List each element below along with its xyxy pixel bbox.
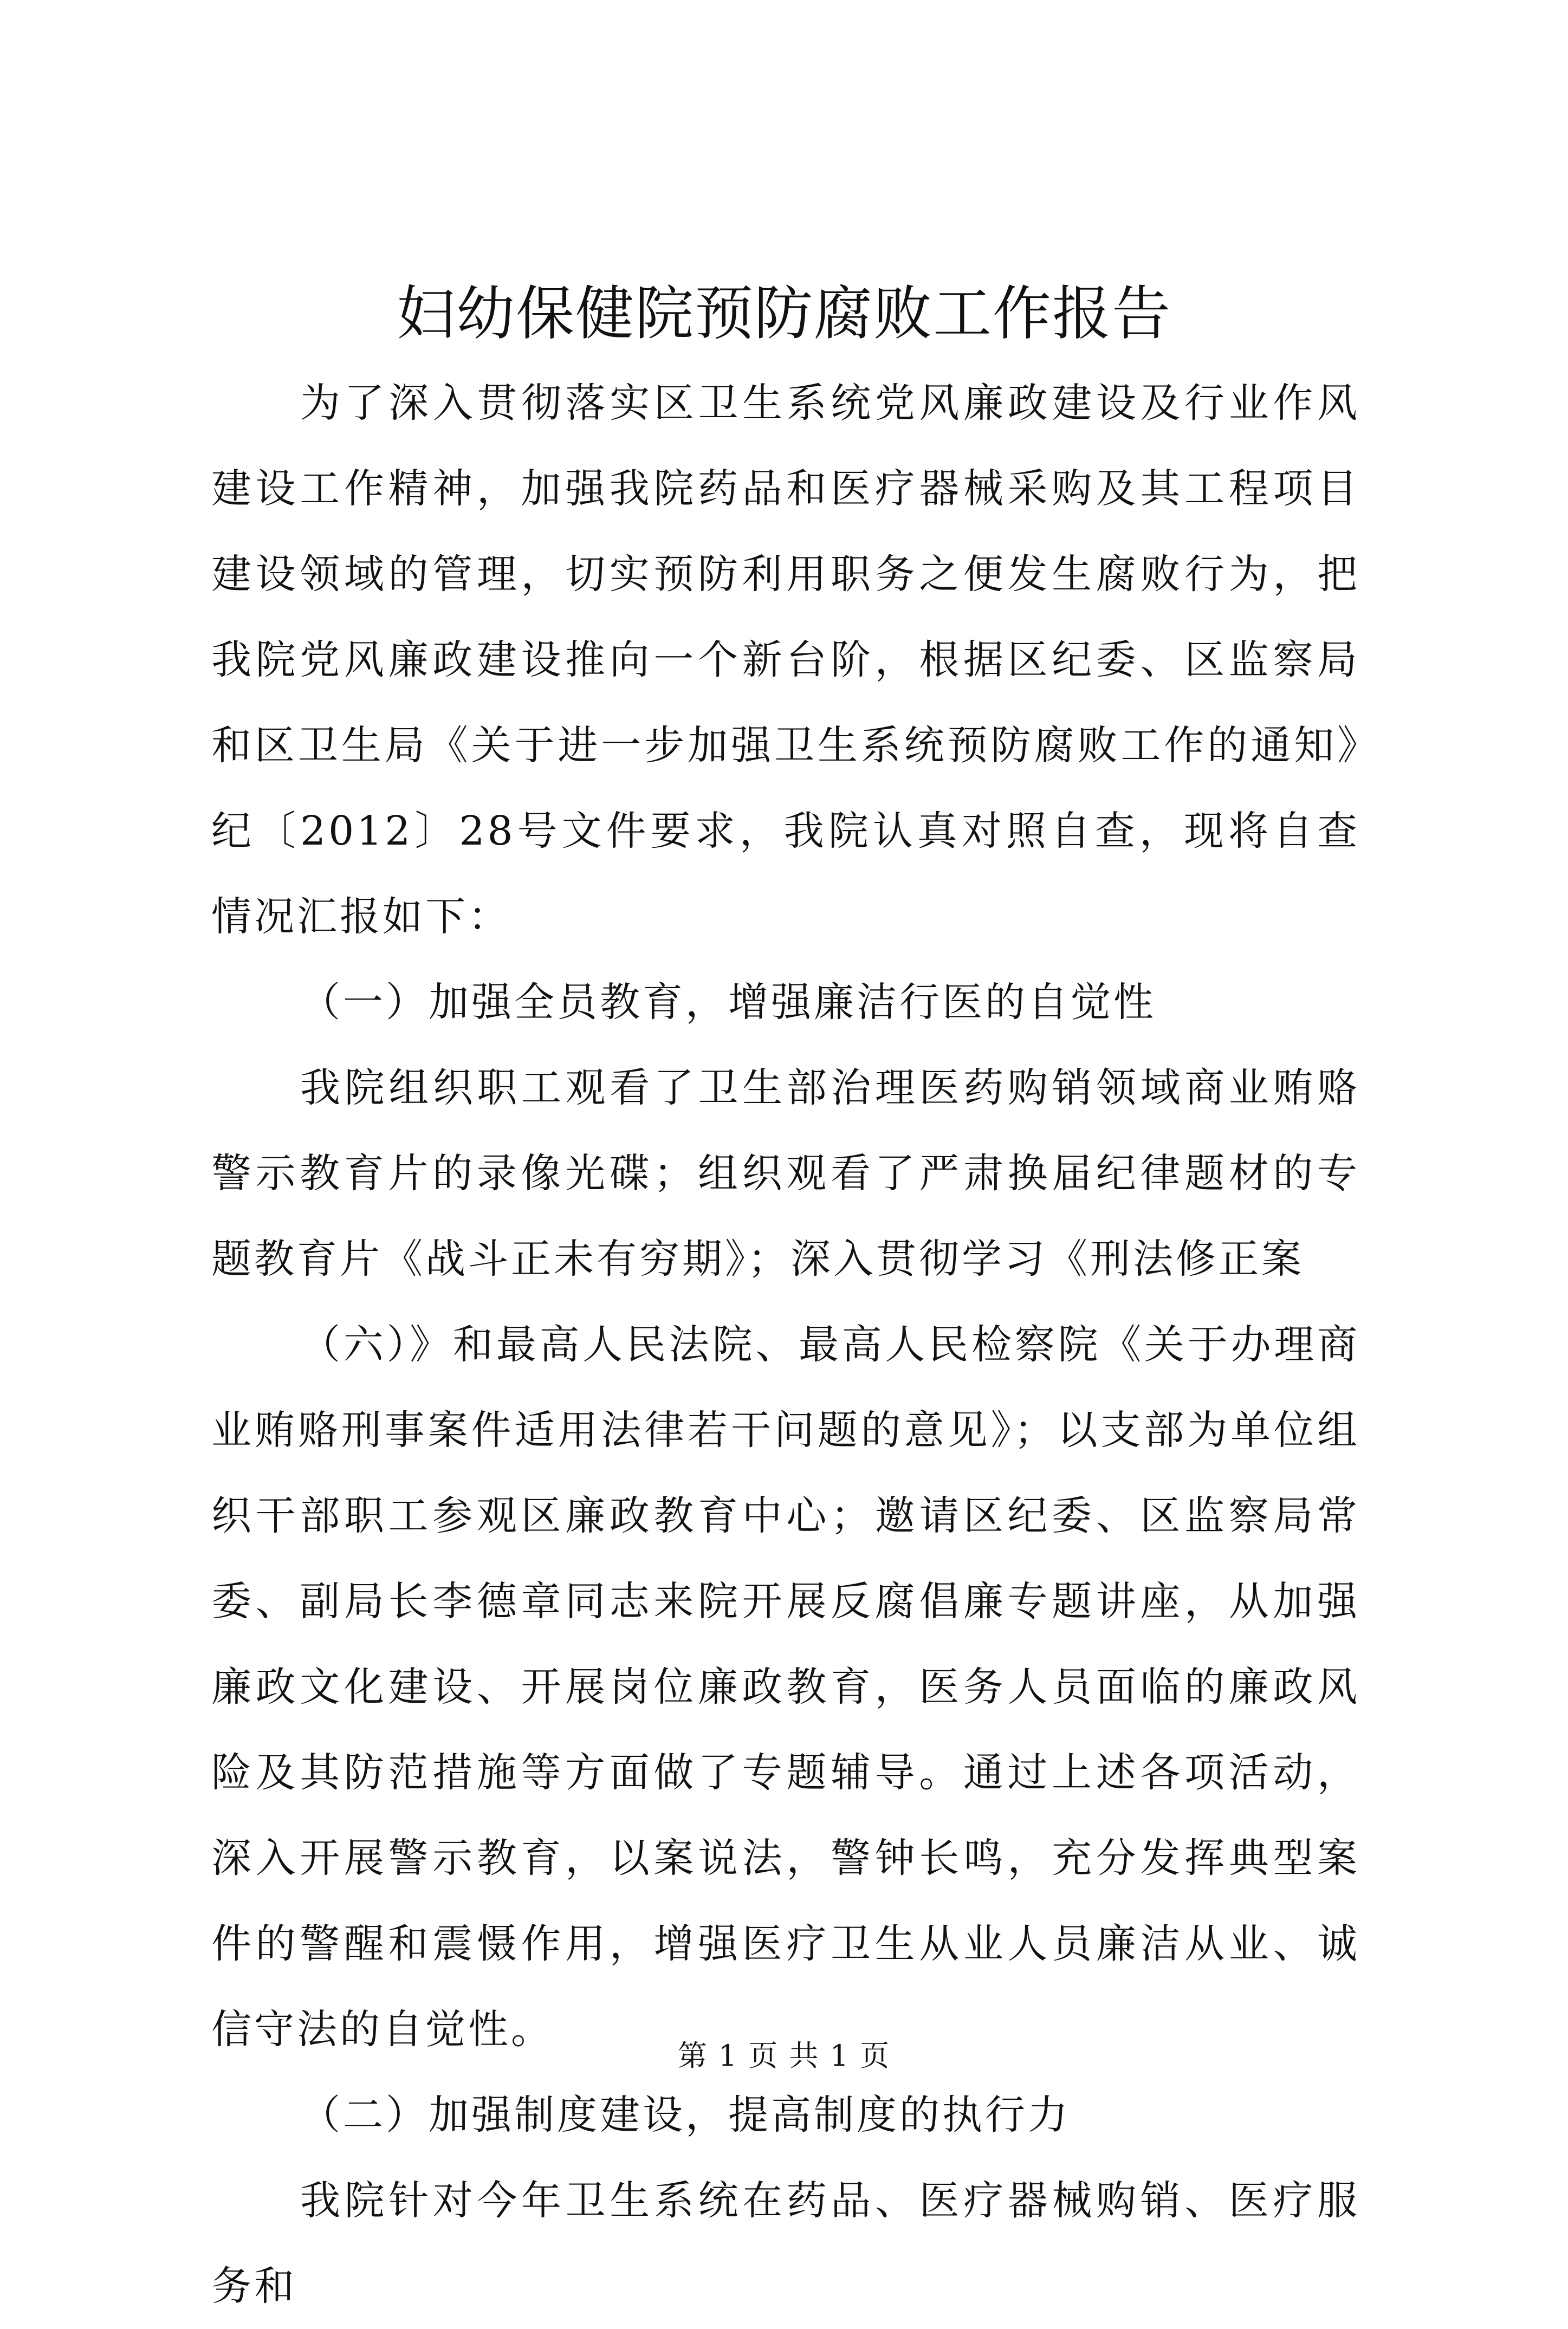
document-body xyxy=(211,360,1360,2329)
paragraph-education-continued: （六）》和最高人民法院、最高人民检察院《关于办理商业贿赂刑事案件适用法律若干问题的意见》；以支部为单位组织干部职工参观区廉政教育中心；邀请区纪委、区监察局常委、副局长李德章同志来院开展反腐倡廉专题讲座，从加强廉政文化建设、开展岗位廉政教育，医务人员面临的廉政风险及其防范措施等方面做了专题辅导。通过上述各项活动，深入开展警示教育，以案说法，警钟长鸣，充分发挥典型案件的警醒和震慑作用，增强医疗卫生从业人员廉洁从业、诚信守法的自觉性。 xyxy=(211,1321,1360,2053)
paragraph-system-building: 我院针对今年卫生系统在药品、医疗器械购销、医疗服务和 xyxy=(211,2177,1360,2309)
section-heading-1: （一）加强全员教育，增强廉洁行医的自觉性 xyxy=(300,979,1156,1026)
paragraph-education: 我院组织职工观看了卫生部治理医药购销领域商业贿赂警示教育片的录像光碟；组织观看了严肃换届纪律题材的专题教育片《战斗正未有穷期》；深入贯彻学习《刑法修正案 xyxy=(211,1065,1360,1282)
paragraph-intro: 为了深入贯彻落实区卫生系统党风廉政建设及行业作风建设工作精神，加强我院药品和医疗器械采购及其工程项目建设领域的管理，切实预防利用职务之便发生腐败行为，把我院党风廉政建设推向一个新台阶，根据区纪委、区监察局和区卫生局《关于进一步加强卫生系统预防腐败工作的通知》纪〔2012〕28号文件要求，我院认真对照自查，现将自查情况汇报如下： xyxy=(211,380,1360,940)
page-number-footer: 第 1 页 共 1 页 xyxy=(677,2039,891,2073)
section-heading-2: （二）加强制度建设，提高制度的执行力 xyxy=(300,2092,1071,2138)
document-title: 妇幼保健院预防腐败工作报告 xyxy=(396,280,1171,348)
